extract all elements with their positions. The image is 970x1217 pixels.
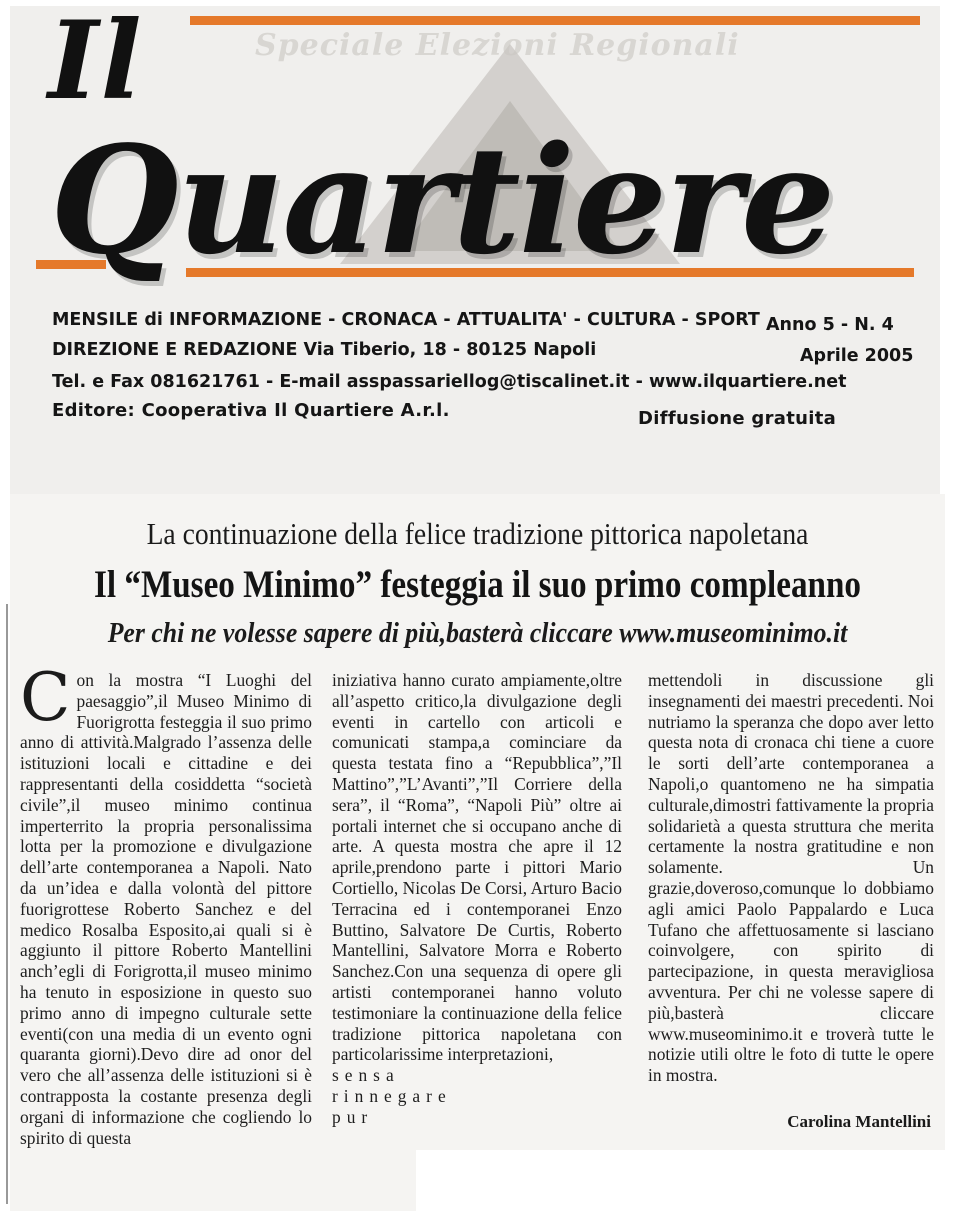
issue-date: Aprile 2005 — [800, 346, 914, 366]
publisher: Editore: Cooperativa Il Quartiere A.r.l. — [52, 400, 450, 421]
article — [10, 494, 945, 1211]
column-3-text: mettendoli in discussione gli insegnamenti dei maestri precedenti. Noi nutriamo la speranza che dopo aver letto questa nota di cronaca chi tiene a cuore le sorti dell’arte contemporanea a Napoli,o quantomeno ne ha simpatia culturale,dimostri fattivamente la propria solidarietà a questa struttura che merita certamente la nostra gratitudine e non solamente. Un grazie,doveroso,comunque lo dobbiamo agli amici Paolo Pappalardo e Luca Tufano che affettuosamente si lasciano coinvolgere, con spirito di partecipazione, in questa meravigliosa avventura. Per chi ne volesse sapere di più,basterà cliccare www.museominimo.it e troverà tutte le notizie utili oltre le foto di tutte le opere in mostra. — [648, 670, 934, 1086]
masthead — [10, 6, 940, 504]
article-subhead: Per chi ne volesse sapere di più,basterà cliccare www.museominimo.it — [107, 618, 848, 649]
logo-quartiere: Quartiere — [50, 113, 834, 287]
column-2-tail: sensa rinnegare pur — [332, 1065, 452, 1127]
masthead-contacts: Tel. e Fax 081621761 - E-mail asspassariellog@tiscalinet.it - www.ilquartiere.net — [52, 372, 847, 392]
article-column-2 — [332, 670, 622, 1128]
article-column-1 — [20, 659, 312, 1148]
column-1-text: on la mostra “I Luoghi del paesaggio”,il Museo Minimo di Fuorigrotta festeggia il suo primo anno di attività.Malgrado l’assenza delle istituzioni locali e cittadine e dei rappresentanti della cosiddetta “società civile”,il museo minimo continua imperterrito la propria personalissima lotta per la promozione e divulgazione dell’arte contemporanea a Napoli. Nato da un’idea e dalla volontà del pittore fuorigrottese Roberto Sanchez e del medico Rosalba Esposito,ai quali si è aggiunto il pittore Roberto Mantellini anch’egli di Forigrotta,il museo minimo ha tenuto in esposizione in questo suo primo anno di impegno culturale sette eventi(con una media di un evento ogni quaranta giorni).Devo dire ad onor del vero che all’assenza delle istituzioni si è contrapposta la costante presenza degli organi di informazione che cogliendo lo spirito di questa — [20, 670, 312, 1148]
masthead-sections: MENSILE di INFORMAZIONE - CRONACA - ATTUALITA' - CULTURA - SPORT — [52, 310, 760, 330]
article-kicker: La continuazione della felice tradizione pittorica napoletana — [146, 516, 809, 551]
distribution: Diffusione gratuita — [638, 408, 837, 429]
ghost-header-text: Speciale Elezioni Regionali — [255, 28, 740, 63]
column-2-text: iniziativa hanno curato ampiamente,oltre all’aspetto critico,la divulgazione degli eventi in cartello con articoli e comunicati stampa,a cominciare da questa testata fino a “Repubblica”,”Il Mattino”,”L’Avanti”,”Il Corriere della sera”, il “Roma”, “Napoli Più” oltre ai portali internet che si occupano anche di arte. A questa mostra che apre il 12 aprile,prendono parte i pittori Mario Cortiello, Nicolas De Corsi, Arturo Bacio Terracina ed i contemporanei Enzo Buttino, Salvatore De Curtis, Roberto Mantellini, Salvatore Morra e Roberto Sanchez.Con una sequenza di opere gli artisti contemporanei hanno voluto testimoniare la continuazione della felice tradizione pittorica napoletana con particolarissime interpretazioni, — [332, 670, 622, 1065]
clipping-edge-line — [6, 604, 8, 1204]
issue-number: Anno 5 - N. 4 — [766, 315, 894, 335]
article-headline: Il “Museo Minimo” festeggia il suo primo compleanno — [93, 563, 862, 606]
drop-cap: C — [20, 659, 71, 736]
clipping-cutout — [416, 1150, 970, 1217]
logo-il: Il — [48, 6, 144, 124]
article-column-3 — [648, 670, 934, 1086]
masthead-address: DIREZIONE E REDAZIONE Via Tiberio, 18 - 80125 Napoli — [52, 340, 597, 360]
author-signature: Carolina Mantellini — [787, 1112, 931, 1131]
orange-rule-top — [190, 16, 920, 25]
